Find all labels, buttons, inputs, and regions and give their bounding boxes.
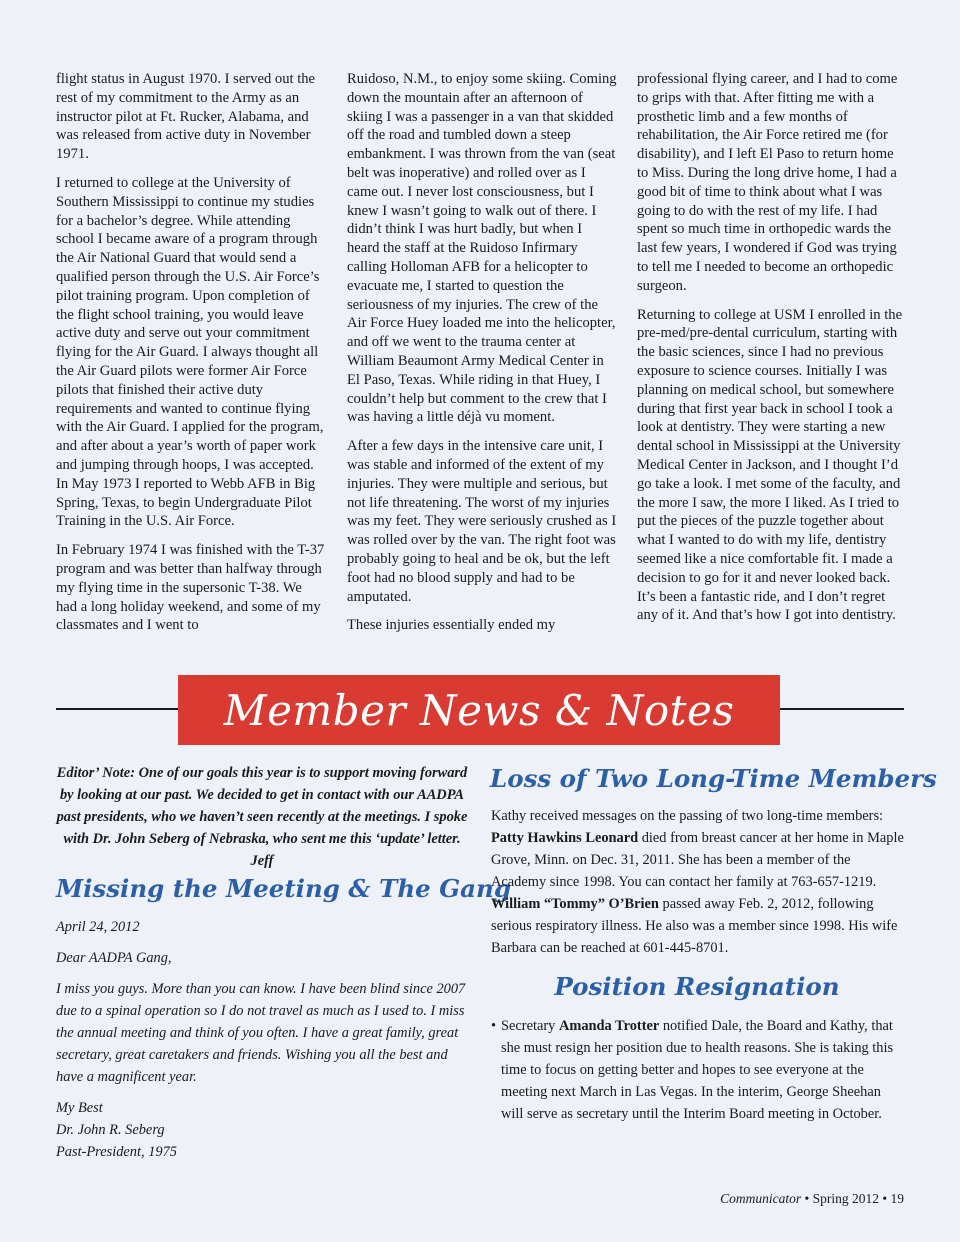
letter-body: I miss you guys. More than you can know. I have been blind since 2007 due to a spinal operation so I do not travel as much as I used to. I miss the annual meeting and think of you often. I have a great family, great secretary, great caretakers and friends. Wishing you all the best and have a magnificent year. [56,981,466,1085]
letter-signature-title: Past-President, 1975 [56,1144,177,1160]
loss-members-text [491,805,905,959]
page-footer [720,1191,904,1207]
member-name: William “Tommy” O’Brien [491,896,659,912]
issue-label: Spring 2012 [812,1191,880,1206]
article-column-3 [637,70,905,635]
position-resignation-text [491,1015,905,1125]
footer-separator: • [879,1191,891,1206]
member-name: Amanda Trotter [558,1018,660,1034]
article-column-2 [347,70,617,645]
letter-closing: My Best [56,1100,103,1116]
bullet-text [491,1015,905,1125]
letter-greeting: Dear AADPA Gang, [56,950,172,966]
page-number: 19 [890,1191,904,1206]
paragraph: In February 1974 I was finished with the T-37 program and was better than halfway through my flying time in the supersonic T-38. We had a long holiday weekend, and some of my classmates and I went to [56,542,325,634]
text-run: died from breast cancer at her home in Maple Grove, Minn. on Dec. 31, 2011. She has been a member of the Academy since 1998. You can contact her family at 763-657-1219. [491,830,904,890]
paragraph: Returning to college at USM I enrolled in the pre-med/pre-dental curriculum, starting with the basic sciences, since I had no previous exposure to science courses. Initially I was planning on medical school, but somewhere during that first year back in school I took a look at dentistry. They were starting a new dental school in Mississippi at the University Medical Center in Jackson, and I thought I’d go take a look. I met some of the faculty, and the more I saw, the more I liked. As I tried to put the pieces of the puzzle together about what I wanted to do with my life, dentistry seemed like a nice comfortable fit. I made a decision to go for it and never looked back. It’s been a fantastic ride, and I don’t regret any of it. And that’s how I got into dentistry. [637,306,903,624]
publication-name: Communicator [720,1191,802,1206]
text-run: passed away Feb. 2, 2012, following serious respiratory illness. He also was a member since 1998. His wife Barbara can be reached at 601-445-8701. [491,896,898,956]
banner-rule-left [56,708,178,710]
editor-note: Editor’ Note: One of our goals this year is to support moving forward by looking at our past. We decided to get in contact with our AADPA past presidents, who we haven’t seen recently at the meetings. I spoke with Dr. John Seberg of Nebraska, who sent me this ‘update’ letter. Jeff [56,765,468,869]
position-resignation-heading: Position Resignation [554,972,840,1001]
text-run: Secretary [501,1018,559,1034]
text-run: notified Dale, the Board and Kathy, that she must resign her position due to health reasons. She is taking this time to focus on getting better and hopes to see everyone at the meeting next March in Las Vegas. In the interim, George Sheehan will serve as secretary until the Interim Board meeting in October. [501,1018,894,1122]
letter-signature-name: Dr. John R. Seberg [56,1122,165,1138]
paragraph: professional flying career, and I had to come to grips with that. After fitting me with a prosthetic limb and a few months of rehabilitation, the Air Force retired me (for disability), and I left El Paso to return home to Miss. During the long drive home, I had a good bit of time to think about what I was going to do with the rest of my life. I had spent so much time in orthopedic wards the last few years, I wondered if God was trying to tell me I needed to become an orthopedic surgeon. [637,71,898,294]
footer-separator: • [801,1191,813,1206]
paragraph: flight status in August 1970. I served out the rest of my commitment to the Army as an instructor pilot at Ft. Rucker, Alabama, and was released from active duty in November 1971. [56,71,316,163]
section-banner [178,675,780,745]
banner-title: Member News & Notes [223,685,735,735]
text-run: Kathy received messages on the passing of two long-time members: [491,808,884,824]
paragraph: These injuries essentially ended my [347,617,556,634]
paragraph: Ruidoso, N.M., to enjoy some skiing. Coming down the mountain after an afternoon of skiing I was a passenger in a van that skidded off the road and tumbled down a steep embankment. I was thrown from the van (seat belt was inoperative) and rolled over as I came out. I never lost consciousness, but I knew I wasn’t going to walk out of there. I didn’t think I was hurt badly, but when I heard the staff at the Ruidoso Infirmary calling Holloman AFB for a helicopter to evacuate me, I started to question the seriousness of my injuries. The crew of the Air Force Huey loaded me into the helicopter, and off we went to the trauma center at William Beaumont Army Medical Center in El Paso, Texas. While riding in that Huey, I couldn’t help but comment to the crew that I was having a little déjà vu moment. [347,71,617,426]
missing-meeting-heading: Missing the Meeting & The Gang [56,874,511,903]
letter-date: April 24, 2012 [56,919,140,935]
seberg-letter [56,916,468,1163]
loss-members-heading: Loss of Two Long-Time Members [490,764,937,793]
banner-rule-right [780,708,904,710]
member-name: Patty Hawkins Leonard [491,830,639,846]
paragraph: After a few days in the intensive care unit, I was stable and informed of the extent of my injuries. They were multiple and serious, but not life threatening. The worst of my injuries was my feet. They were seriously crushed as I was rolled over by the van. The right foot was probably going to heal and be ok, but the left foot had no blood supply and had to be amputated. [347,438,617,605]
article-column-1 [56,70,326,645]
bullet-icon: • [491,1018,497,1034]
paragraph: I returned to college at the University of Southern Mississippi to continue my studies for a bachelor’s degree. While attending school I became aware of a program through the Air National Guard that would send a qualified person through the U.S. Air Force’s pilot training program. Upon completion of the flight school training, you would leave active duty and serve out your commitment flying for the Air Guard. I always thought all the Air Guard pilots were former Air Force pilots that finished their active duty requirements and wanted to continue flying with the Air Guard. I applied for the program, and after about a year’s worth of paper work and jumping through hoops, I was accepted. In May 1973 I reported to Webb AFB in Big Spring, Texas, to begin Undergraduate Pilot Training in the U.S. Air Force. [56,174,324,530]
article-continuation [56,70,906,670]
